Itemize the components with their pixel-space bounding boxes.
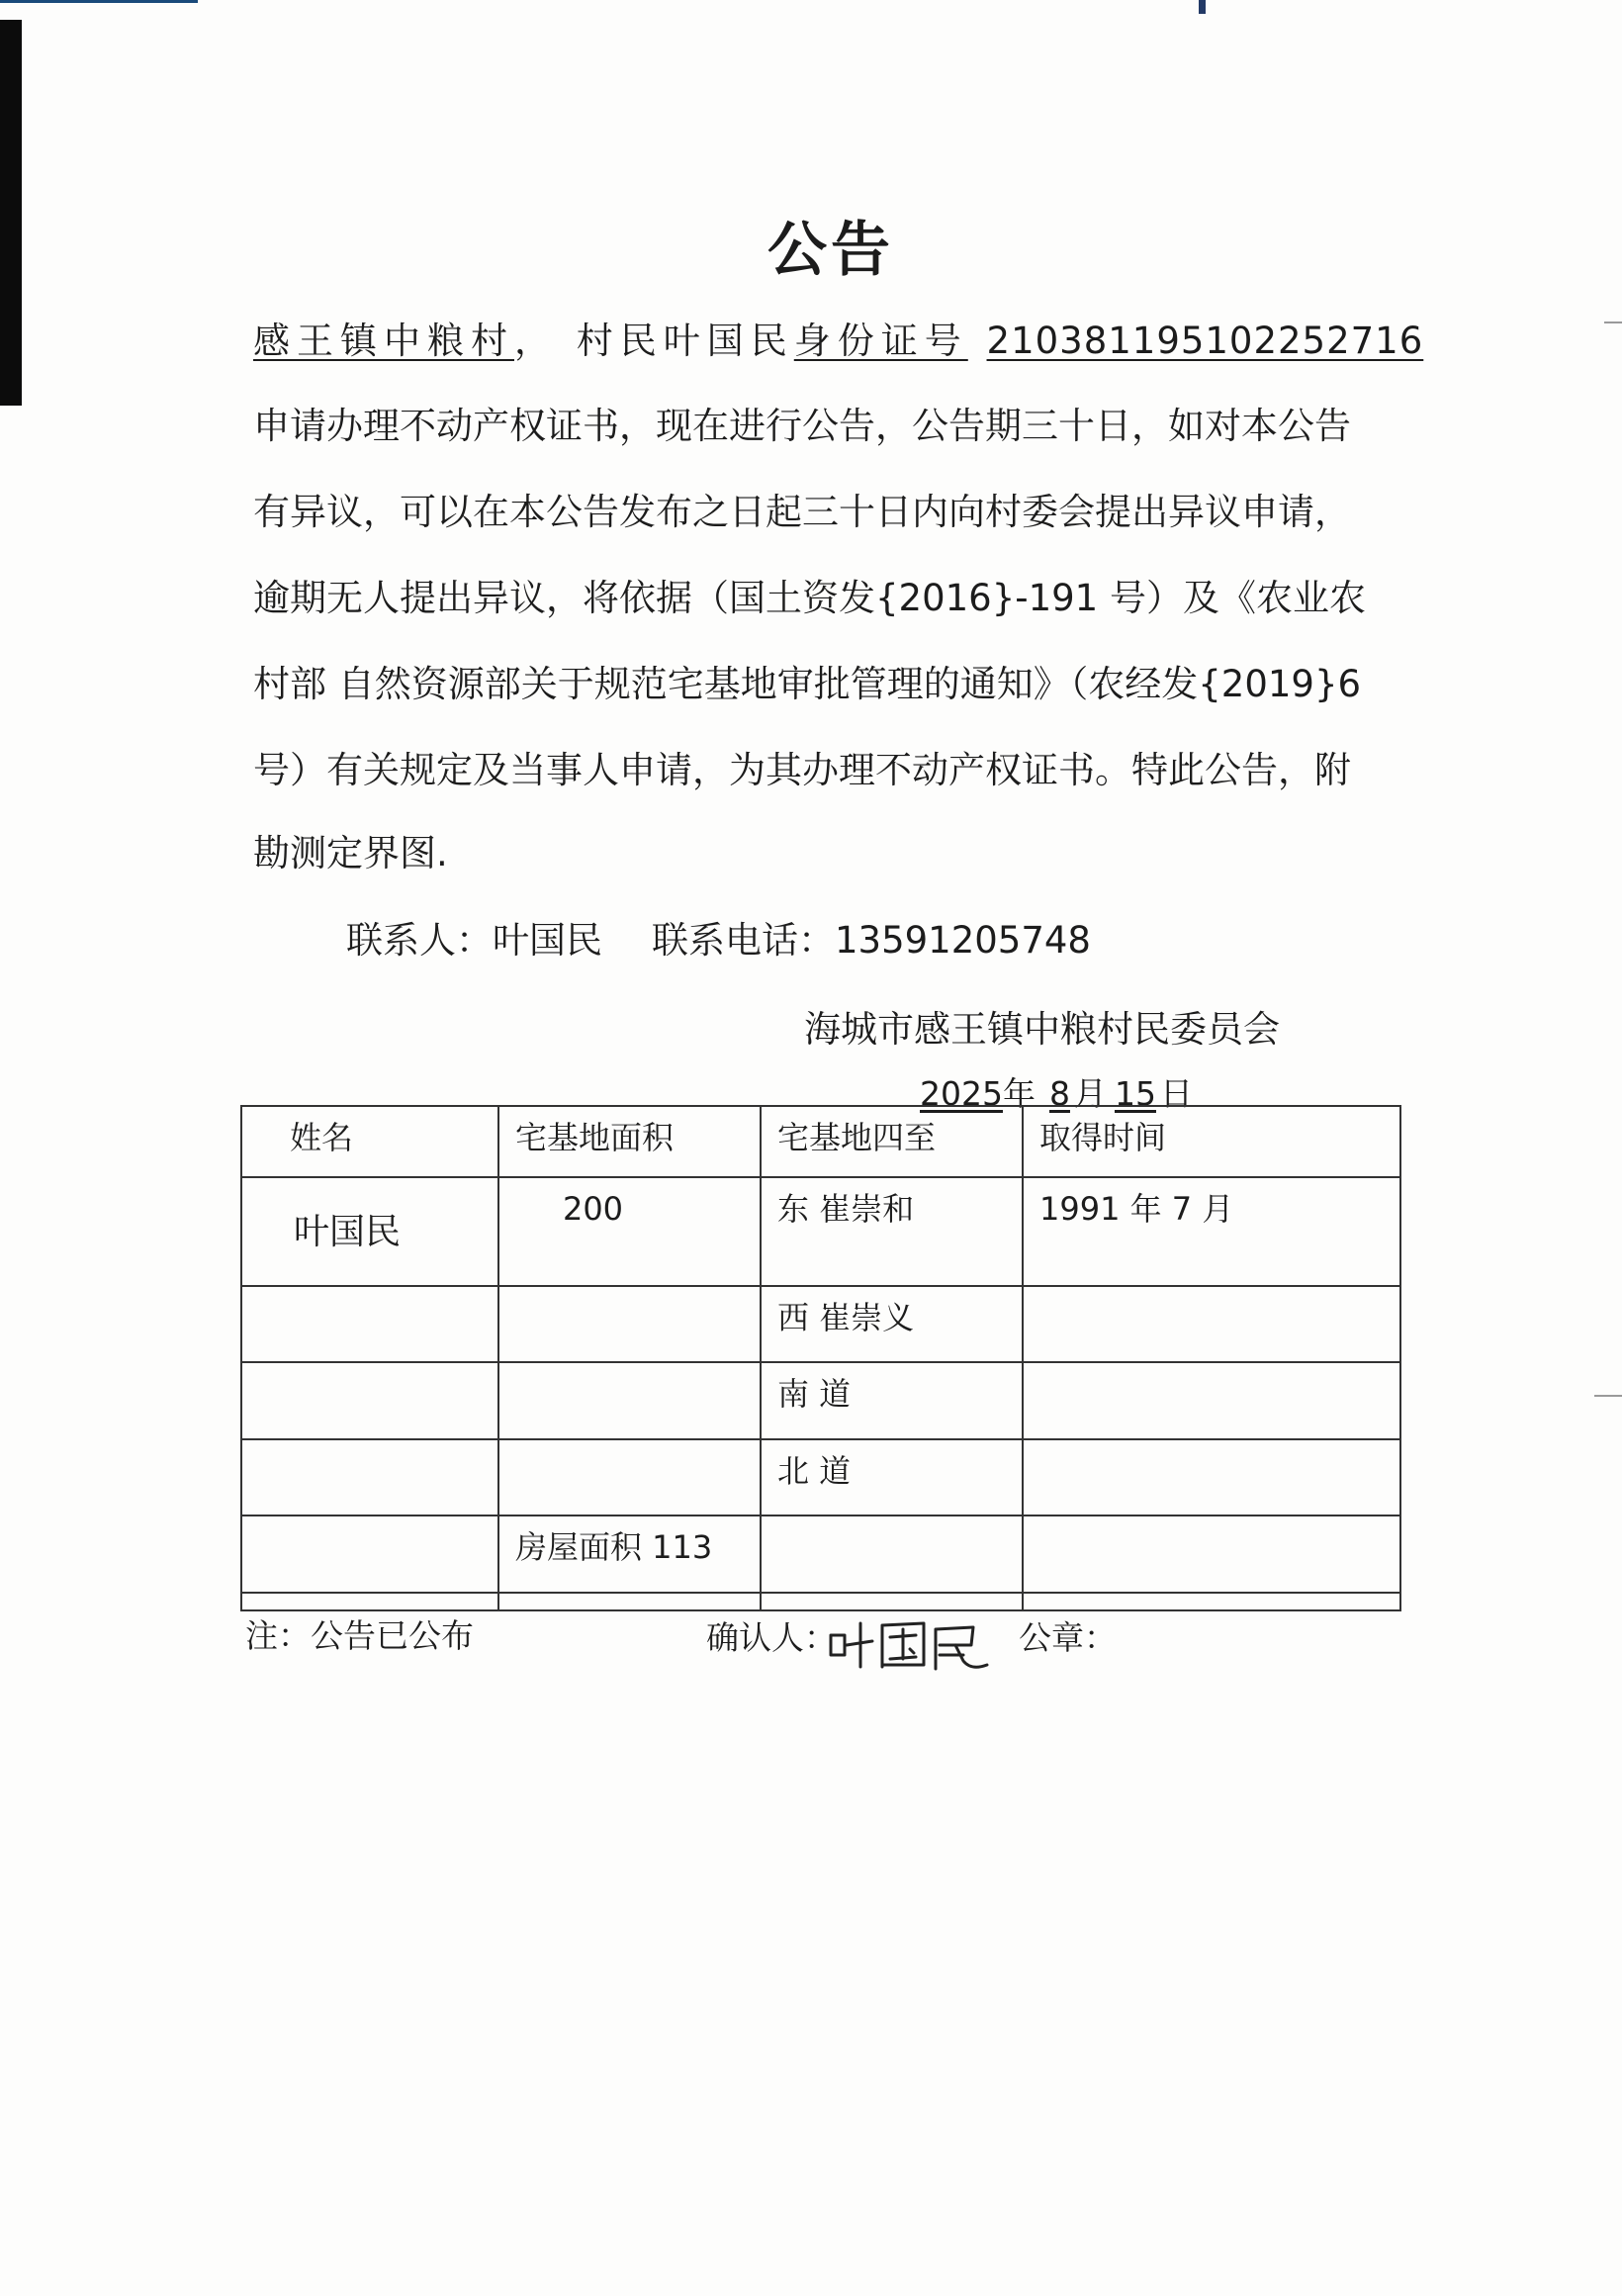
scan-edge-mark (1594, 1395, 1622, 1397)
village-name: 感王镇中粮村 (253, 320, 514, 362)
contact-phone: 13591205748 (835, 919, 1091, 962)
id-number: 210381195102252716 (986, 320, 1424, 362)
committee-name: 海城市感王镇中粮村民委员会 (804, 1008, 1280, 1051)
table-row (241, 1439, 1400, 1516)
table-cell (241, 1515, 498, 1593)
contact-line (346, 910, 1091, 964)
body-line: 逾期无人提出异议，将依据（国土资发{2016}-191 号）及《农业农 (253, 577, 1366, 619)
date-month-unit: 月 (1073, 1074, 1107, 1113)
contact-person: 叶国民 (493, 919, 602, 962)
header-homestead-boundaries: 宅基地四至 (761, 1106, 1023, 1177)
seal-label: 公章： (1019, 1618, 1117, 1657)
date-year: 2025 (920, 1074, 1003, 1113)
table-cell (498, 1439, 761, 1516)
scan-edge-mark (1199, 0, 1206, 14)
header-homestead-area: 宅基地面积 (498, 1106, 761, 1177)
header-acquired-time: 取得时间 (1023, 1106, 1400, 1177)
table-cell (498, 1362, 761, 1439)
table-row (241, 1286, 1400, 1363)
table-cell (241, 1286, 498, 1363)
scan-edge-mark (0, 0, 198, 3)
body-line: 村部 自然资源部关于规范宅基地审批管理的通知》（农经发{2019}6 (253, 663, 1362, 705)
table-cell (498, 1593, 761, 1610)
table-cell (241, 1362, 498, 1439)
table-row (241, 1177, 1400, 1286)
table-cell (1023, 1362, 1400, 1439)
table-cell: 西 崔崇义 (761, 1286, 1023, 1363)
table-cell: 1991 年 7 月 (1023, 1177, 1400, 1286)
date-day-unit: 日 (1159, 1074, 1193, 1113)
date-month: 8 (1048, 1074, 1070, 1113)
table-cell: 200 (498, 1177, 761, 1286)
body-line: 勘测定界图. (253, 832, 448, 874)
applicant-line (253, 311, 1424, 364)
table-cell: 房屋面积 113 (498, 1515, 761, 1593)
table-row (241, 1515, 1400, 1593)
page-title: 公告 (767, 216, 894, 285)
table-cell: 东 崔崇和 (761, 1177, 1023, 1286)
date-day: 15 (1114, 1074, 1156, 1113)
villager-name: 村民叶国民 (576, 320, 794, 362)
table-cell: 叶国民 (241, 1177, 498, 1286)
header-name: 姓名 (241, 1106, 498, 1177)
table-cell: 南 道 (761, 1362, 1023, 1439)
date-year-unit: 年 (1002, 1074, 1036, 1113)
table-cell (241, 1593, 498, 1610)
table-cell (1023, 1515, 1400, 1593)
footer-note: 注：公告已公布 (245, 1616, 474, 1655)
table-cell: 北 道 (761, 1439, 1023, 1516)
table-cell (241, 1439, 498, 1516)
table-row (241, 1593, 1400, 1610)
handwritten-signature (825, 1615, 993, 1673)
confirm-label: 确认人： (706, 1618, 837, 1657)
table-row (241, 1362, 1400, 1439)
contact-person-label: 联系人： (346, 919, 493, 962)
homestead-table (240, 1105, 1401, 1611)
contact-phone-label: 联系电话： (652, 919, 835, 962)
table-header-row (241, 1106, 1400, 1177)
id-label: 身份证号 (793, 320, 968, 362)
table-cell (761, 1593, 1023, 1610)
separator: ， (514, 320, 558, 362)
table-cell (498, 1286, 761, 1363)
body-line: 申请办理不动产权证书，现在进行公告，公告期三十日，如对本公告 (253, 405, 1351, 447)
table-cell (1023, 1439, 1400, 1516)
body-line: 号）有关规定及当事人申请，为其办理不动产权证书。特此公告，附 (253, 749, 1351, 791)
table-cell (1023, 1286, 1400, 1363)
body-line: 有异议，可以在本公告发布之日起三十日内向村委会提出异议申请， (253, 491, 1351, 533)
table-cell (1023, 1593, 1400, 1610)
table-cell (761, 1515, 1023, 1593)
scan-edge-mark (1604, 321, 1622, 323)
